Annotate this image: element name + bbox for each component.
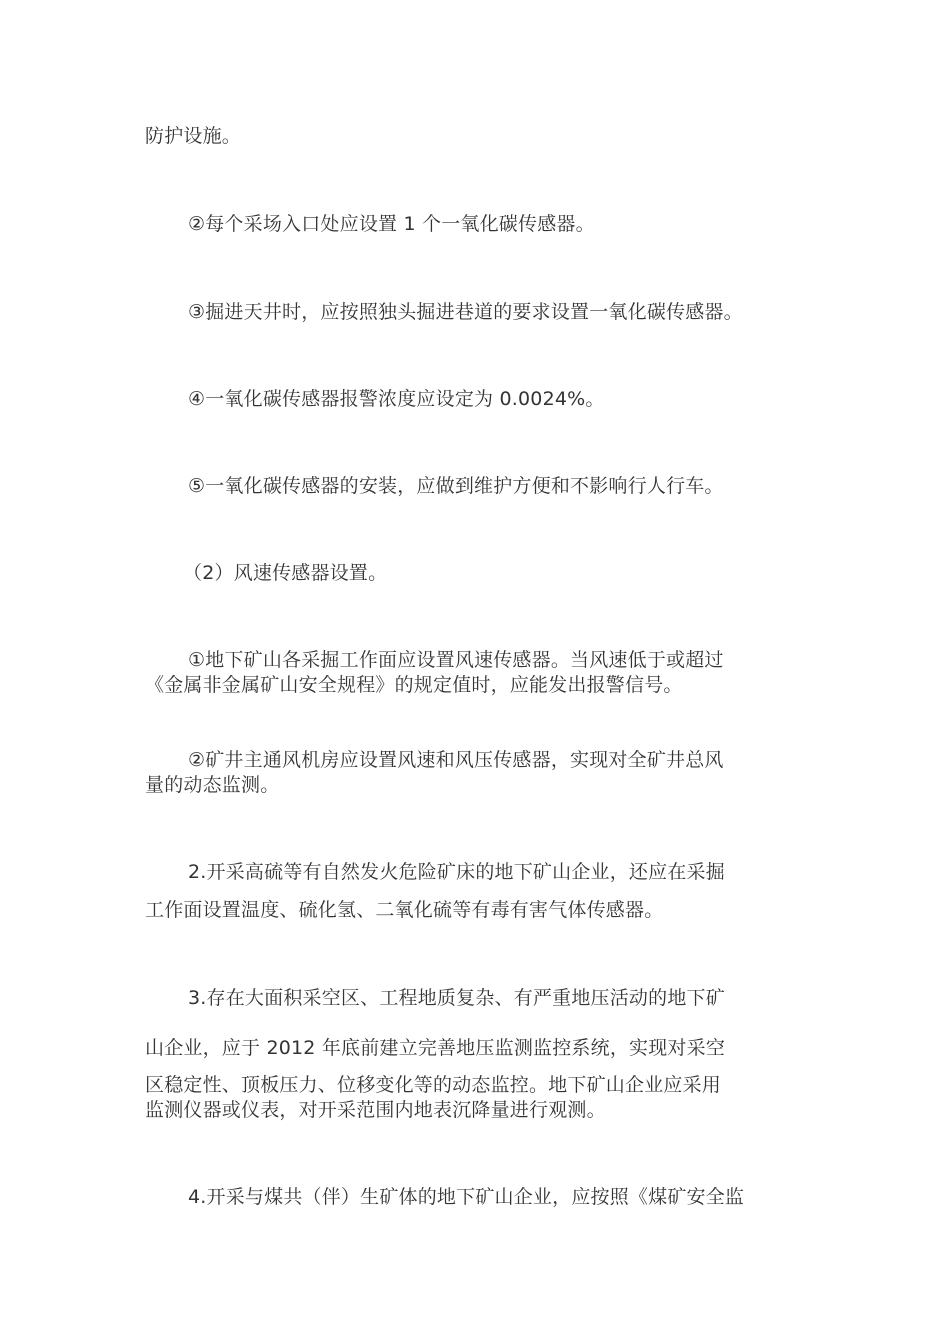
text-line-stope-entrance-co-sensor: ②每个采场入口处应设置 1 个一氧化碳传感器。 [188,213,595,235]
text-line-coal-associated-ore-a: 4.开采与煤共（伴）生矿体的地下矿山企业，应按照《煤矿安全监 [188,1186,745,1208]
text-line-wind-speed-heading: （2）风速传感器设置。 [183,562,388,584]
text-line-goaf-ground-pressure-c: 区稳定性、顶板压力、位移变化等的动态监控。地下矿山企业应采用 [145,1074,722,1096]
text-line-goaf-ground-pressure-a: 3.存在大面积采空区、工程地质复杂、有严重地压活动的地下矿 [188,987,725,1009]
text-line-high-sulfur-mining-b: 工作面设置温度、硫化氢、二氧化硫等有毒有害气体传感器。 [145,899,664,921]
text-line-high-sulfur-mining-a: 2.开采高硫等有自然发火危险矿床的地下矿山企业，还应在采掘 [188,861,725,883]
text-line-raise-driving-co-sensor: ③掘进天井时，应按照独头掘进巷道的要求设置一氧化碳传感器。 [188,301,743,323]
text-line-goaf-ground-pressure-b: 山企业，应于 2012 年底前建立完善地压监测监控系统，实现对采空 [145,1037,726,1059]
text-line-wind-speed-sensor-1a: ①地下矿山各采掘工作面应设置风速传感器。当风速低于或超过 [188,649,724,671]
text-line-protective-facilities: 防护设施。 [145,125,242,147]
text-line-wind-speed-sensor-1b: 《金属非金属矿山安全规程》的规定值时，应能发出报警信号。 [145,674,683,696]
text-line-main-fan-room-2b: 量的动态监测。 [145,774,280,796]
text-line-co-sensor-installation: ⑤一氧化碳传感器的安装，应做到维护方便和不影响行人行车。 [188,475,724,497]
text-line-main-fan-room-2a: ②矿井主通风机房应设置风速和风压传感器，实现对全矿井总风 [188,749,724,771]
text-line-co-alarm-concentration: ④一氧化碳传感器报警浓度应设定为 0.0024%。 [188,388,605,410]
text-line-goaf-ground-pressure-d: 监测仪器或仪表，对开采范围内地表沉降量进行观测。 [145,1099,606,1121]
